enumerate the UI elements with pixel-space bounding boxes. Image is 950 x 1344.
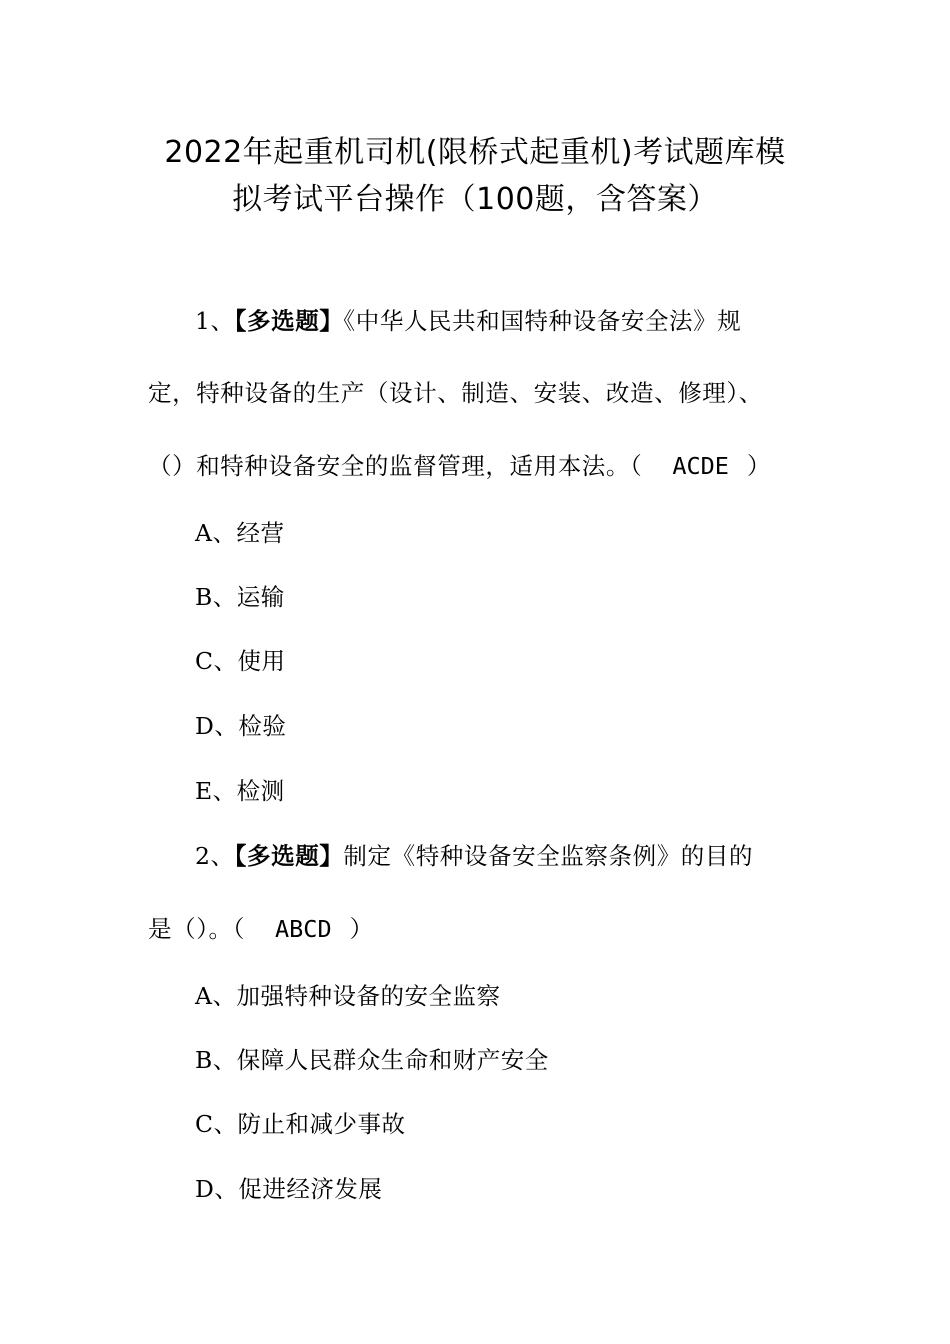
question-type: 【多选题】 (234, 842, 344, 870)
option-a: A、经营 (195, 519, 285, 547)
question-text: （）和特种设备安全的监督管理，适用本法。（ (148, 452, 643, 480)
document-title-line-1: 2022年起重机司机(限桥式起重机)考试题库模 (164, 135, 786, 170)
question-number: 2、 (195, 842, 235, 870)
question-number: 1、 (195, 307, 235, 335)
question-text: 《中华人民共和国特种设备安全法》规 (343, 307, 742, 335)
question-1-line-2: 定，特种设备的生产（设计、制造、安装、改造、修理）、 (148, 379, 763, 407)
question-1-first-line (195, 305, 741, 337)
answer-close-paren: ） (349, 915, 374, 943)
question-text: 制定《特种设备安全监察条例》的目的 (343, 842, 754, 870)
question-2-first-line (195, 840, 753, 872)
question-2-line-2 (148, 913, 374, 945)
question-text: 是（）。（ (148, 915, 245, 943)
question-1-line-3 (148, 450, 771, 482)
answer-key: ACDE (672, 452, 729, 480)
option-c: C、使用 (195, 647, 286, 675)
option-d: D、检验 (195, 712, 287, 740)
question-type: 【多选题】 (234, 307, 344, 335)
option-b: B、运输 (195, 583, 285, 611)
option-a: A、加强特种设备的安全监察 (195, 982, 501, 1010)
option-d: D、促进经济发展 (195, 1175, 383, 1203)
option-c: C、防止和减少事故 (195, 1110, 406, 1138)
answer-close-paren: ） (746, 452, 772, 480)
option-e: E、检测 (195, 777, 285, 805)
option-b: B、保障人民群众生命和财产安全 (195, 1046, 549, 1074)
answer-key: ABCD (275, 915, 332, 943)
document-title-line-2: 拟考试平台操作（100题，含答案） (232, 182, 718, 217)
